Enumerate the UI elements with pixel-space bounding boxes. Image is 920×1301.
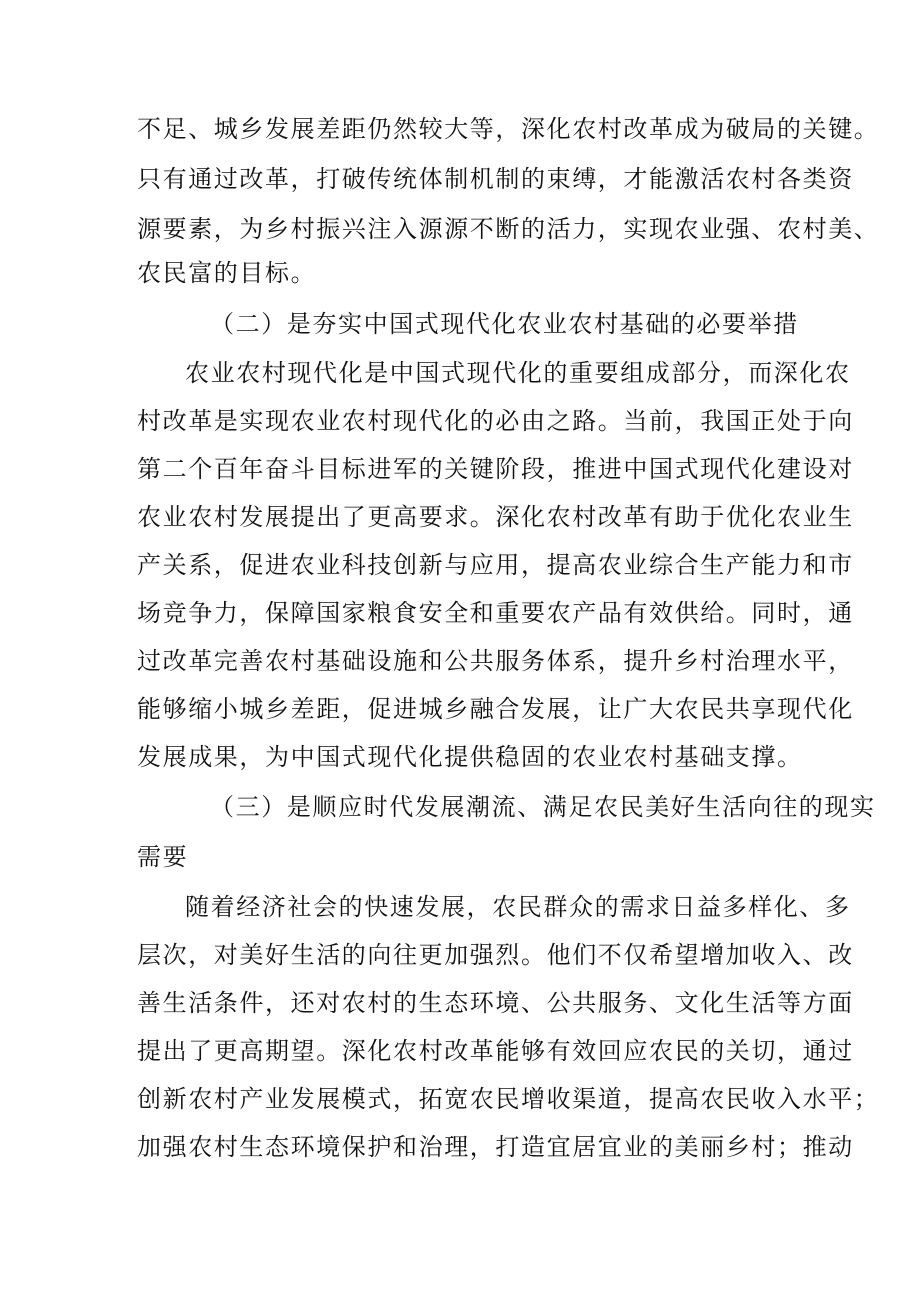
text-line: 创新农村产业发展模式，拓宽农民增收渠道，提高农民收入水平； [137,1085,880,1113]
text-line: 不足、城乡发展差距仍然较大等，深化农村改革成为破局的关键。 [137,115,880,143]
text-line: 能够缩小城乡差距，促进城乡融合发展，让广大农民共享现代化 [137,695,854,723]
text-line: 发展成果，为中国式现代化提供稳固的农业农村基础支撑。 [137,743,803,771]
text-line: 善生活条件，还对农村的生态环境、公共服务、文化生活等方面 [137,989,854,1017]
heading-line: （三）是顺应时代发展潮流、满足农民美好生活向往的现实 [210,793,876,821]
text-line: 只有通过改革，打破传统体制机制的束缚，才能激活农村各类资 [137,165,854,193]
text-line: 源要素，为乡村振兴注入源源不断的活力，实现农业强、农村美、 [137,215,880,243]
text-line: 随着经济社会的快速发展，农民群众的需求日益多样化、多 [185,893,851,921]
text-line: 农业农村发展提出了更高要求。深化农村改革有助于优化农业生 [137,503,854,531]
text-line: 层次，对美好生活的向往更加强烈。他们不仅希望增加收入、改 [137,941,854,969]
text-line: 农民富的目标。 [137,259,317,287]
text-line: 村改革是实现农业农村现代化的必由之路。当前，我国正处于向 [137,407,854,435]
text-line: 提出了更高期望。深化农村改革能够有效回应农民的关切，通过 [137,1037,854,1065]
text-line: 农业农村现代化是中国式现代化的重要组成部分，而深化农 [185,359,851,387]
text-line: 第二个百年奋斗目标进军的关键阶段，推进中国式现代化建设对 [137,455,854,483]
text-line: 加强农村生态环境保护和治理，打造宜居宜业的美丽乡村；推动 [137,1133,854,1161]
text-line: 过改革完善农村基础设施和公共服务体系，提升乡村治理水平， [137,647,854,675]
text-line: 场竞争力，保障国家粮食安全和重要农产品有效供给。同时，通 [137,599,854,627]
heading-line: 需要 [137,843,189,871]
section-heading-2: （二）是夯实中国式现代化农业农村基础的必要举措 [210,310,799,338]
text-line: 产关系，促进农业科技创新与应用，提高农业综合生产能力和市 [137,551,854,579]
